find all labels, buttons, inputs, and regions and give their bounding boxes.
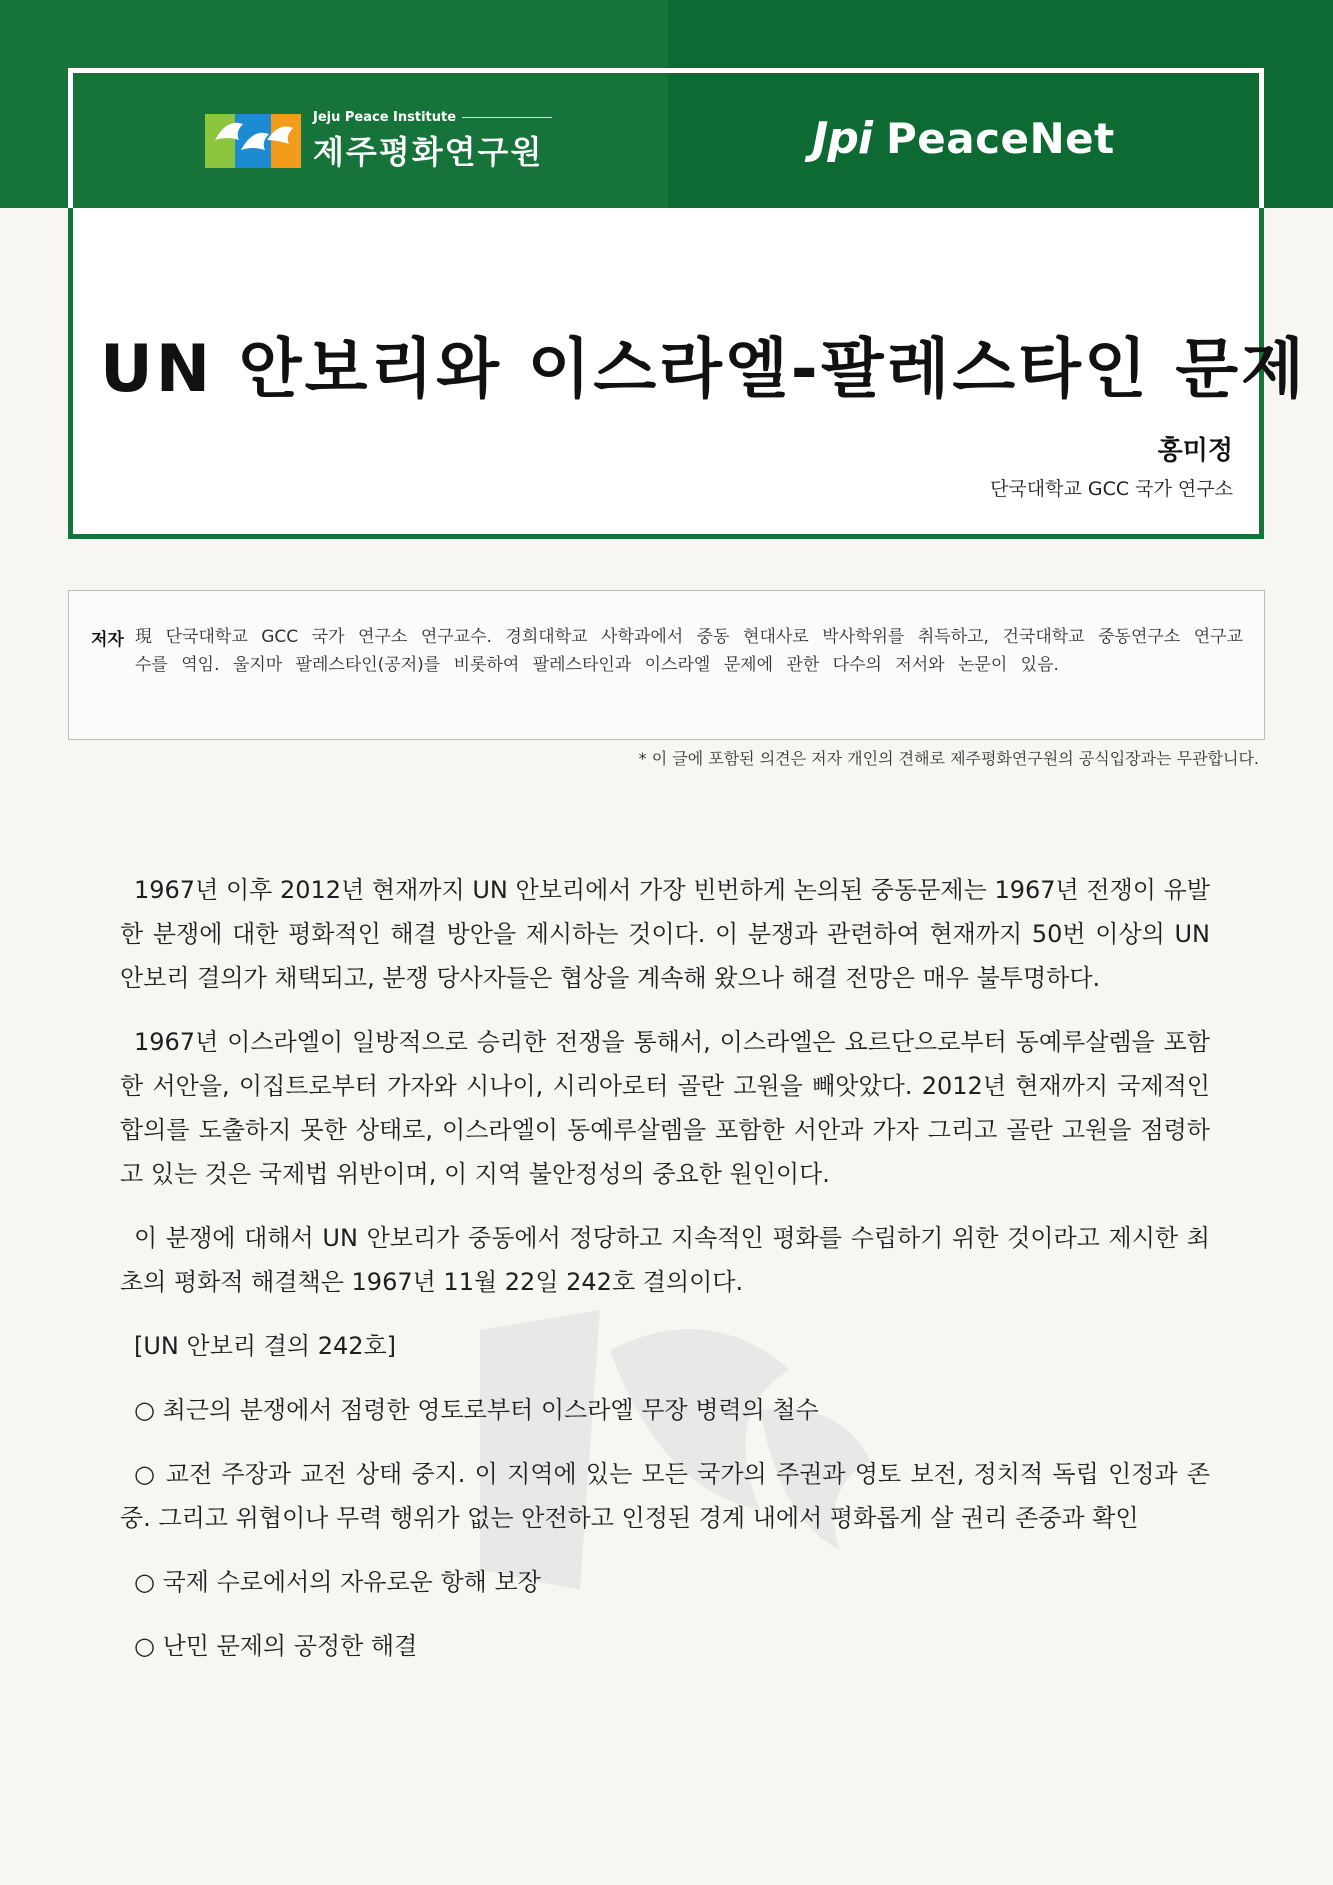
dove-logo-icon [205, 110, 301, 172]
author-bio-box [68, 590, 1265, 740]
logo-rule [462, 117, 552, 118]
disclaimer: * 이 글에 포함된 의견은 저자 개인의 견해로 제주평화연구원의 공식입장과는 무관합니다. [638, 749, 1259, 768]
institute-name-ko: 제주평화연구원 [313, 132, 544, 171]
jeju-peace-institute-logo[interactable] [205, 110, 552, 172]
author-name: 홍미정 [1157, 436, 1233, 466]
page-title: UN 안보리와 이스라엘-팔레스타인 문제 [100, 332, 1307, 407]
paragraph: 1967년 이후 2012년 현재까지 UN 안보리에서 가장 빈번하게 논의된 중동문제는 1967년 전쟁이 유발한 분쟁에 대한 평화적인 해결 방안을 제시하는 것이다. 이 분쟁과 관련하여 현재까지 50번 이상의 UN 안보리 결의가 채택되고, 분쟁 당사자들은 협상을 계속해 왔으나 해결 전망은 매우 불투명하다. [120, 876, 1210, 992]
resolution-item: ○ 최근의 분쟁에서 점령한 영토로부터 이스라엘 무장 병력의 철수 [134, 1396, 819, 1424]
paragraph: 이 분쟁에 대해서 UN 안보리가 중동에서 정당하고 지속적인 평화를 수립하기 위한 것이라고 제시한 최초의 평화적 해결책은 1967년 11월 22일 242호 결의이다. [120, 1224, 1210, 1296]
peacenet-name: PeaceNet [885, 114, 1115, 163]
article-body [120, 868, 1210, 1688]
bio-label: 저자 [91, 630, 124, 650]
resolution-item: ○ 난민 문제의 공정한 해결 [134, 1632, 418, 1660]
resolution-item: ○ 국제 수로에서의 자유로운 항해 보장 [134, 1568, 541, 1596]
resolution-item: ○ 교전 주장과 교전 상태 중지. 이 지역에 있는 모든 국가의 주권과 영토 보전, 정치적 독립 인정과 존중. 그리고 위협이나 무력 행위가 없는 안전하고 인정된 경계 내에서 평화롭게 살 권리 존중과 확인 [120, 1460, 1210, 1532]
institute-name-en: Jeju Peace Institute [313, 109, 457, 125]
bio-text: 現 단국대학교 GCC 국가 연구소 연구교수. 경희대학교 사학과에서 중동 현대사로 박사학위를 취득하고, 건국대학교 중동연구소 연구교수를 역임. 울지마 팔레스타인(공저)를 비롯하여 팔레스타인과 이스라엘 문제에 관한 다수의 저서와 논문이 있음. [135, 627, 1243, 675]
peacenet-logo[interactable] [812, 113, 1115, 164]
jpi-mark: Jpi [812, 113, 872, 164]
author-affiliation: 단국대학교 GCC 국가 연구소 [990, 478, 1233, 500]
paragraph: 1967년 이스라엘이 일방적으로 승리한 전쟁을 통해서, 이스라엘은 요르단으로부터 동예루살렘을 포함한 서안을, 이집트로부터 가자와 시나이, 시리아로터 골란 고원을 빼앗았다. 2012년 현재까지 국제적인 합의를 도출하지 못한 상태로, 이스라엘이 동예루살렘을 포함한 서안과 가자 그리고 골란 고원을 점령하고 있는 것은 국제법 위반이며, 이 지역 불안정성의 중요한 원인이다. [120, 1028, 1210, 1188]
resolution-heading: [UN 안보리 결의 242호] [134, 1332, 397, 1360]
